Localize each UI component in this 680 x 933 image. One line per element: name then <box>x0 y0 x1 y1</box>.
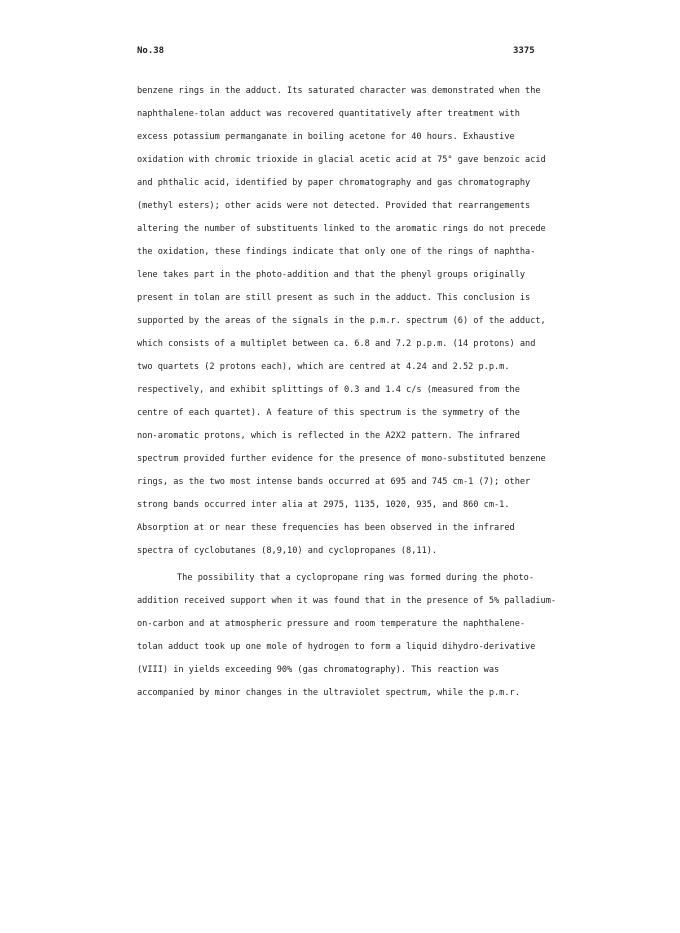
journal-number: No.38 <box>137 46 165 56</box>
text-line: strong bands occurred inter alia at 2975, 1135, 1020, 935, and 860 cm-1. <box>137 500 510 510</box>
page-number: 3375 <box>513 46 535 56</box>
paragraph-start-line: The possibility that a cyclopropane ring was formed during the photo- <box>177 573 534 583</box>
text-line: the oxidation, these findings indicate that only one of the rings of naphtha- <box>137 247 536 257</box>
text-line: rings, as the two most intense bands occurred at 695 and 745 cm-1 (7); other <box>137 477 531 487</box>
text-line: supported by the areas of the signals in the p.m.r. spectrum (6) of the adduct, <box>137 316 546 326</box>
text-line: addition received support when it was found that in the presence of 5% palladium- <box>137 596 557 606</box>
text-line: present in tolan are still present as such in the adduct. This conclusion is <box>137 293 531 303</box>
text-line: spectra of cyclobutanes (8,9,10) and cyclopropanes (8,11). <box>137 546 438 556</box>
text-line: respectively, and exhibit splittings of 0.3 and 1.4 c/s (measured from the <box>137 385 520 395</box>
text-line: non-aromatic protons, which is reflected in the A2X2 pattern. The infrared <box>137 431 520 441</box>
text-line: lene takes part in the photo-addition and that the phenyl groups originally <box>137 270 526 280</box>
text-line: oxidation with chromic trioxide in glacial acetic acid at 75° gave benzoic acid <box>137 155 546 165</box>
text-line: (VIII) in yields exceeding 90% (gas chromatography). This reaction was <box>137 665 500 675</box>
text-line: (methyl esters); other acids were not detected. Provided that rearrangements <box>137 201 531 211</box>
text-line: and phthalic acid, identified by paper chromatography and gas chromatography <box>137 178 531 188</box>
text-line: Absorption at or near these frequencies has been observed in the infrared <box>137 523 515 533</box>
text-line: centre of each quartet). A feature of this spectrum is the symmetry of the <box>137 408 520 418</box>
text-line: on-carbon and at atmospheric pressure and room temperature the naphthalene- <box>137 619 526 629</box>
text-line: tolan adduct took up one mole of hydrogen to form a liquid dihydro-derivative <box>137 642 536 652</box>
text-line: which consists of a multiplet between ca. 6.8 and 7.2 p.p.m. (14 protons) and <box>137 339 536 349</box>
text-line: benzene rings in the adduct. Its saturated character was demonstrated when the <box>137 86 541 96</box>
text-line: accompanied by minor changes in the ultraviolet spectrum, while the p.m.r. <box>137 688 520 698</box>
text-line: two quartets (2 protons each), which are centred at 4.24 and 2.52 p.p.m. <box>137 362 510 372</box>
text-line: altering the number of substituents linked to the aromatic rings do not precede <box>137 224 546 234</box>
text-line: naphthalene-tolan adduct was recovered quantitatively after treatment with <box>137 109 520 119</box>
text-line: excess potassium permanganate in boiling acetone for 40 hours. Exhaustive <box>137 132 515 142</box>
text-line: spectrum provided further evidence for the presence of mono-substituted benzene <box>137 454 546 464</box>
